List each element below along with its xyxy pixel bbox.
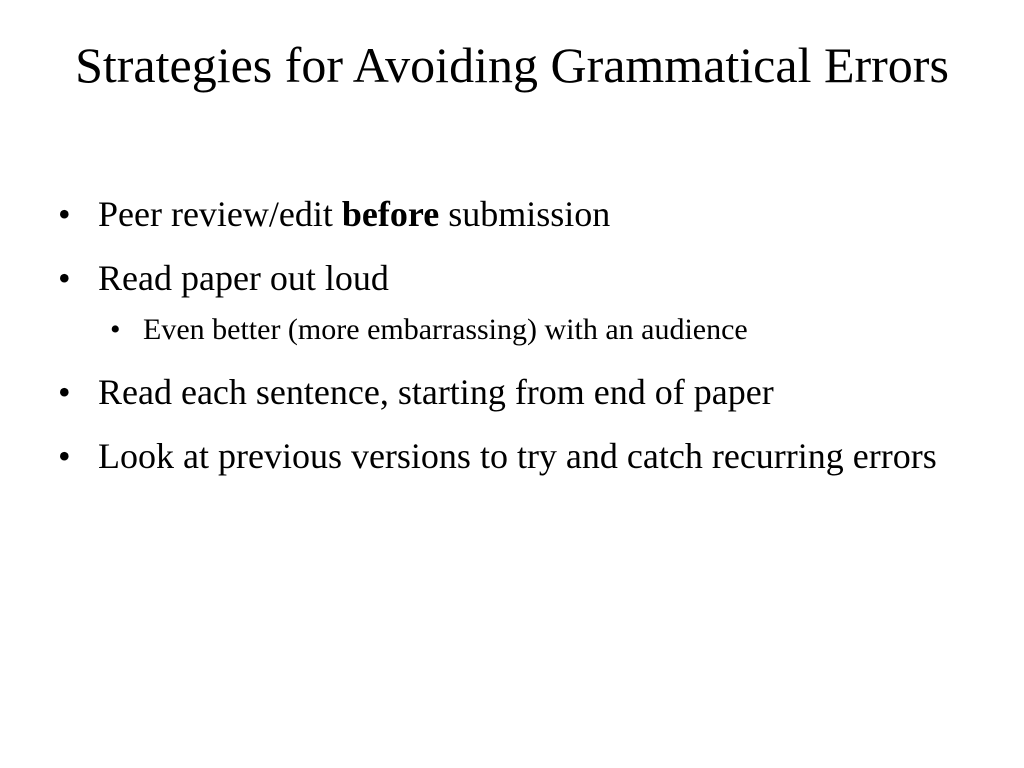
- bullet-text: [98, 188, 978, 240]
- bullet-dot: •: [58, 372, 71, 412]
- bullet-text: Even better (more embarrassing) with an audience: [143, 313, 748, 346]
- bullet-peer-review: [58, 188, 978, 240]
- bullet-read-out-loud: [58, 252, 978, 304]
- bullet-dot: •: [110, 313, 121, 346]
- bullet-dot: •: [58, 194, 71, 234]
- bullet-text: Look at previous versions to try and catch recurring errors: [98, 436, 937, 476]
- bullet-prefix: Peer review/edit: [98, 194, 342, 234]
- bullet-list: [58, 188, 978, 494]
- bullet-suffix: submission: [439, 194, 611, 234]
- bullet-text: Read each sentence, starting from end of paper: [98, 372, 774, 412]
- bullet-dot: •: [58, 258, 71, 298]
- slide-title: Strategies for Avoiding Grammatical Errors: [75, 37, 949, 93]
- sub-bullet-audience: [58, 310, 978, 350]
- bullet-text: Read paper out loud: [98, 258, 389, 298]
- bullet-dot: •: [58, 436, 71, 476]
- bullet-previous-versions: [58, 430, 978, 482]
- bullet-emphasis: before: [341, 194, 440, 234]
- bullet-read-each-sentence: [58, 366, 978, 418]
